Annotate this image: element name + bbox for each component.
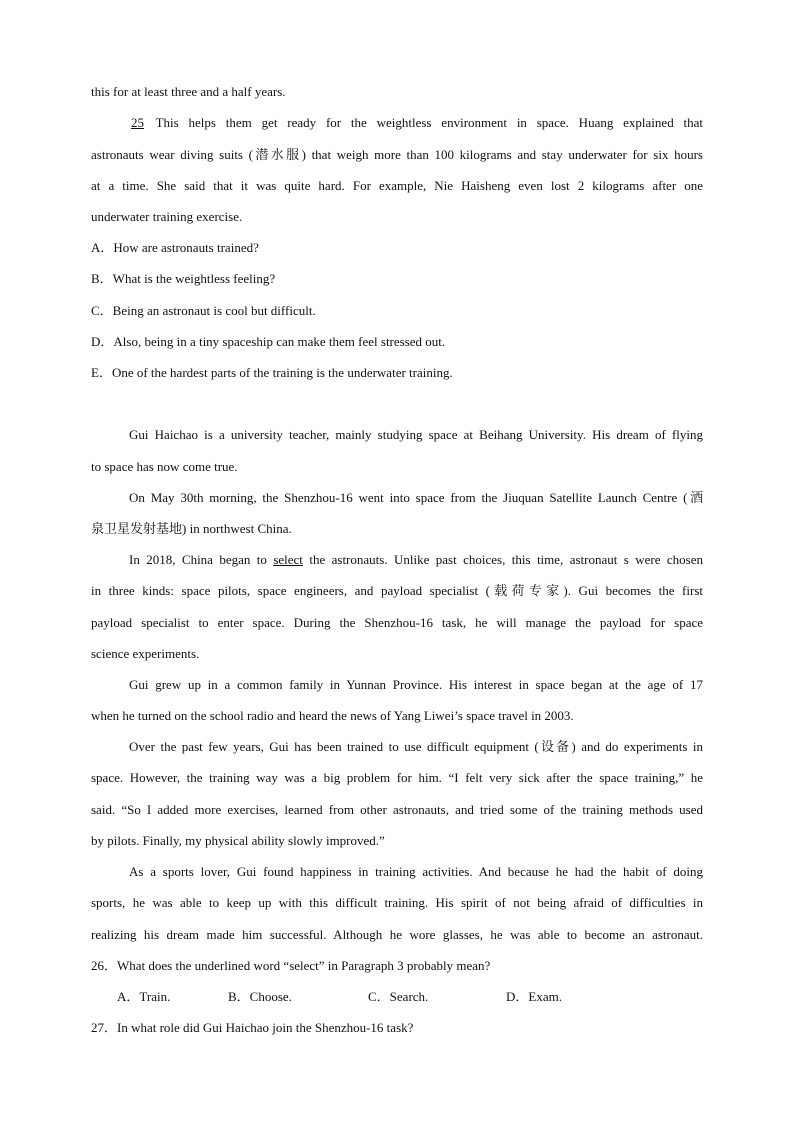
- text-span: In 2018, China began to: [129, 552, 274, 567]
- underlined-word-select: select: [273, 552, 303, 567]
- question-26-option-a[interactable]: A．Train.: [117, 989, 171, 1004]
- text-line: On May 30th morning, the Shenzhou-16 went into space from the Jiuquan Satellite Launch Centre (酒: [129, 490, 703, 505]
- option-e: E．One of the hardest parts of the training is the underwater training.: [91, 365, 453, 380]
- question-26-options: [91, 989, 703, 1005]
- option-c: C．Being an astronaut is cool but difficult.: [91, 303, 316, 318]
- question-27: 27．In what role did Gui Haichao join the Shenzhou-16 task?: [91, 1020, 414, 1035]
- text-line: This helps them get ready for the weightless environment in space. Huang explained that: [146, 115, 703, 130]
- answer-blank-25[interactable]: 25: [131, 115, 144, 130]
- option-a: A．How are astronauts trained?: [91, 240, 259, 255]
- option-d: D．Also, being in a tiny spaceship can make them feel stressed out.: [91, 334, 446, 349]
- text-line: As a sports lover, Gui found happiness in training activities. And because he had the habit of doing: [129, 864, 703, 879]
- text-line: to space has now come true.: [91, 459, 238, 474]
- question-25-line: [129, 115, 703, 131]
- text-line: astronauts wear diving suits (潜水服) that weigh more than 100 kilograms and stay underwater for six hours: [91, 147, 703, 162]
- question-26-option-c[interactable]: C．Search.: [368, 989, 429, 1004]
- text-line: science experiments.: [91, 646, 200, 661]
- text-span: the astronauts. Unlike past choices, this time, astronaut s were chosen: [302, 552, 703, 567]
- text-line: 泉卫星发射基地) in northwest China.: [91, 521, 292, 536]
- text-line: underwater training exercise.: [91, 209, 243, 224]
- question-26-option-b[interactable]: B．Choose.: [228, 989, 292, 1004]
- text-line: by pilots. Finally, my physical ability slowly improved.”: [91, 833, 385, 848]
- text-line: Gui Haichao is a university teacher, mainly studying space at Beihang University. His dream of flying: [129, 427, 703, 442]
- option-b: B．What is the weightless feeling?: [91, 271, 276, 286]
- text-line: this for at least three and a half years.: [91, 84, 286, 99]
- text-line: Gui grew up in a common family in Yunnan Province. His interest in space began at the age of 17: [129, 677, 703, 692]
- text-line: in three kinds: space pilots, space engineers, and payload specialist (载荷专家). Gui becomes the first: [91, 583, 703, 598]
- paragraph-3-line: [129, 552, 703, 568]
- text-line: at a time. She said that it was quite hard. For example, Nie Haisheng even lost 2 kilograms after one: [91, 178, 703, 193]
- text-line: Over the past few years, Gui has been trained to use difficult equipment (设备) and do experiments in: [129, 739, 703, 754]
- question-26: 26．What does the underlined word “select” in Paragraph 3 probably mean?: [91, 958, 491, 973]
- text-line: sports, he was able to keep up with this difficult training. His spirit of not being afraid of difficulties in: [91, 895, 703, 910]
- text-line: when he turned on the school radio and heard the news of Yang Liwei’s space travel in 2003.: [91, 708, 574, 723]
- question-26-option-d[interactable]: D．Exam.: [506, 989, 562, 1004]
- text-line: said. “So I added more exercises, learned from other astronauts, and tried some of the training methods used: [91, 802, 703, 817]
- text-line: realizing his dream made him successful. Although he wore glasses, he was able to become an astronaut.: [91, 927, 703, 942]
- text-line: space. However, the training way was a big problem for him. “I felt very sick after the space training,” he: [91, 770, 703, 785]
- text-line: payload specialist to enter space. During the Shenzhou-16 task, he will manage the payload for space: [91, 615, 703, 630]
